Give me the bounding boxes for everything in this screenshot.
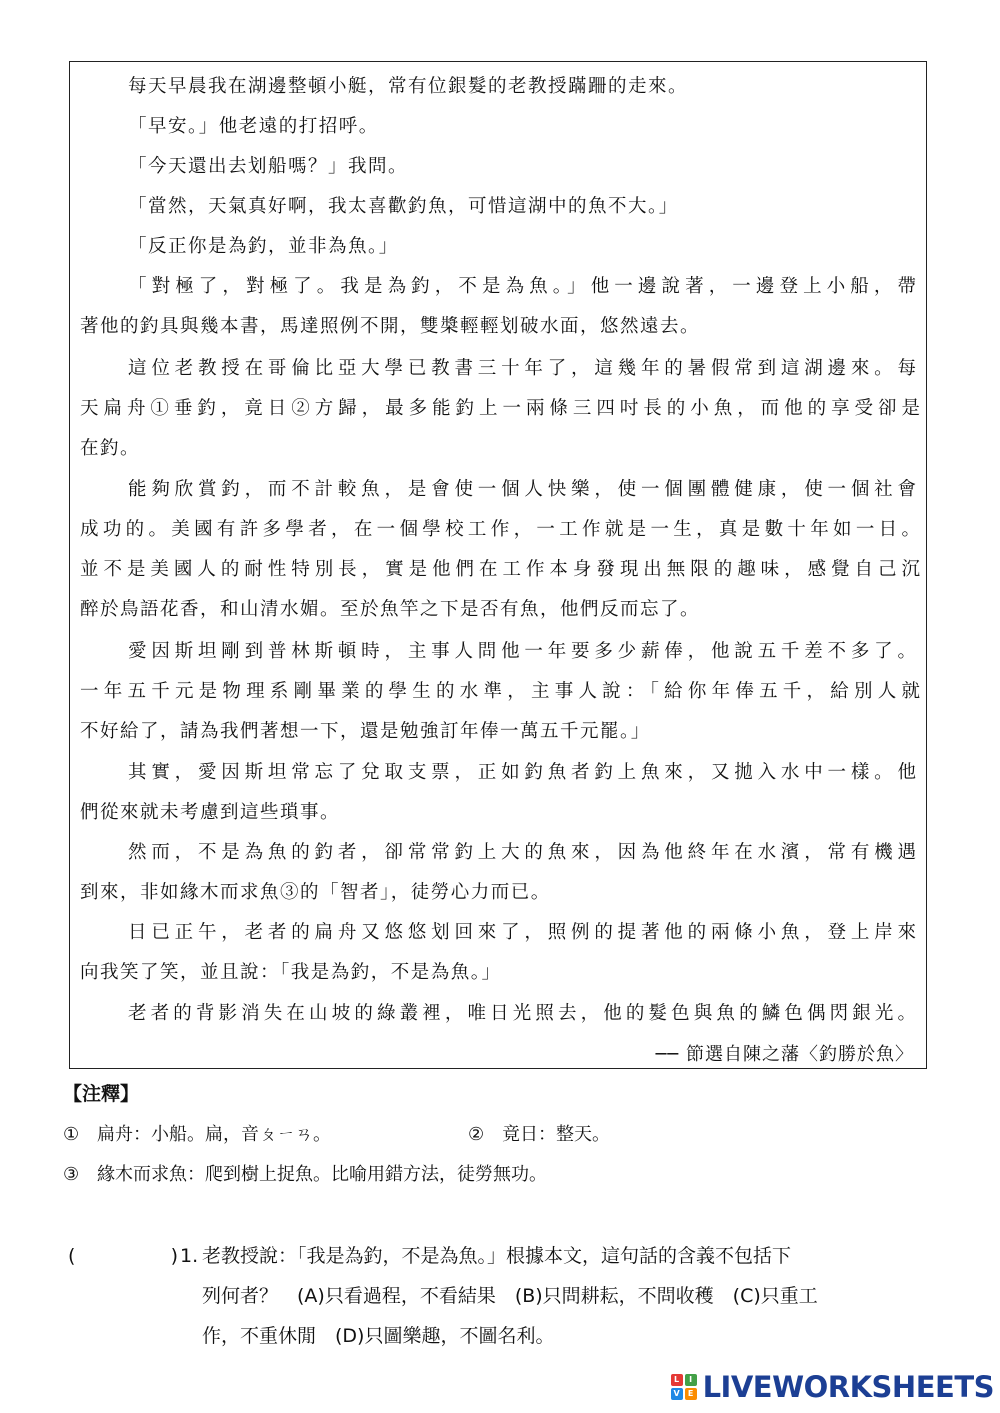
logo-letter: I	[685, 1374, 697, 1386]
passage-line: 成功的。美國有許多學者，在一個學校工作，一工作就是一生，真是數十年如一日。	[80, 519, 920, 540]
passage-line: 能夠欣賞釣，而不計較魚，是會使一個人快樂，使一個團體健康，使一個社會	[128, 479, 916, 500]
note-item-3	[63, 1157, 547, 1193]
passage-line: 到來，非如緣木而求魚③的「智者」，徒勞心力而已。	[80, 882, 551, 903]
logo-letter: E	[685, 1388, 697, 1400]
paren-open: (	[68, 1245, 76, 1267]
passage-line: 其實，愛因斯坦常忘了兌取支票，正如釣魚者釣上魚來，又拋入水中一樣。他	[128, 762, 916, 783]
passage-line: 每天早晨我在湖邊整頓小艇，常有位銀髮的老教授蹣跚的走來。	[128, 76, 689, 97]
paren-close: )	[170, 1245, 178, 1267]
passage-line: 著他的釣具與幾本書，馬達照例不開，雙槳輕輕划破水面，悠然遠去。	[80, 316, 701, 337]
question-line: 作，不重休閒 (D)只圖樂趣，不圖名利。	[202, 1325, 555, 1347]
note-item-2	[468, 1117, 610, 1153]
passage-attribution: ── 節選自陳之藩〈釣勝於魚〉	[655, 1044, 914, 1065]
passage-line: 老者的背影消失在山坡的綠叢裡，唯日光照去，他的髮色與魚的鱗色偶閃銀光。	[128, 1003, 916, 1024]
question-line: 老教授說：「我是為釣，不是為魚。」根據本文，這句話的含義不包括下	[202, 1245, 792, 1267]
note-number: ①	[63, 1124, 80, 1145]
passage-line: 「當然，天氣真好啊，我太喜歡釣魚，可惜這湖中的魚不大。」	[128, 196, 679, 217]
passage-line: 天扁舟①垂釣，竟日②方歸，最多能釣上一兩條三四吋長的小魚，而他的享受卻是	[80, 398, 920, 419]
passage-line: 一年五千元是物理系剛畢業的學生的水準，主事人說：「給你年俸五千，給別人就	[80, 681, 920, 702]
logo-letter: V	[671, 1388, 683, 1400]
note-item-1	[63, 1117, 331, 1153]
notes-title: 【注釋】	[63, 1083, 140, 1105]
note-number: ③	[63, 1164, 80, 1185]
answer-blank[interactable]	[68, 1236, 178, 1276]
passage-line: 這位老教授在哥倫比亞大學已教書三十年了，這幾年的暑假常到這湖邊來。每	[128, 358, 916, 379]
passage-line: 「對極了，對極了。我是為釣，不是為魚。」他一邊說著，一邊登上小船，帶	[128, 276, 916, 297]
passage-line: 愛因斯坦剛到普林斯頓時，主事人問他一年要多少薪俸，他說五千差不多了。	[128, 641, 916, 662]
passage-line: 們從來就未考慮到這些瑣事。	[80, 802, 341, 823]
passage-line: 「早安。」他老遠的打招呼。	[128, 116, 379, 137]
question-line: 列何者？ (A)只看過程，不看結果 (B)只問耕耘，不問收穫 (C)只重工	[202, 1285, 818, 1307]
liveworksheets-logo	[671, 1367, 994, 1407]
note-text: 緣木而求魚：爬到樹上捉魚。比喻用錯方法，徒勞無功。	[97, 1164, 547, 1185]
passage-line: 日已正午，老者的扁舟又悠悠划回來了，照例的提著他的兩條小魚，登上岸來	[128, 922, 916, 943]
question-number: 1.	[180, 1245, 199, 1267]
note-text: 扁舟：小船。扁，音ㄆㄧㄢ。	[97, 1124, 331, 1145]
passage-line: 醉於鳥語花香，和山清水媚。至於魚竿之下是否有魚，他們反而忘了。	[80, 599, 701, 620]
note-text: 竟日：整天。	[502, 1124, 610, 1145]
passage-line: 向我笑了笑，並且說：「我是為釣，不是為魚。」	[80, 962, 502, 983]
note-number: ②	[468, 1124, 485, 1145]
passage-line: 並不是美國人的耐性特別長，實是他們在工作本身發現出無限的趣味，感覺自己沉	[80, 559, 920, 580]
logo-text: LIVEWORKSHEETS	[702, 1370, 994, 1404]
logo-mark-icon	[671, 1374, 697, 1400]
passage-line: 在釣。	[80, 438, 141, 459]
passage-line: 「反正你是為釣，並非為魚。」	[128, 236, 399, 257]
logo-letter: L	[671, 1374, 683, 1386]
passage-line: 「今天還出去划船嗎？」我問。	[128, 156, 409, 177]
passage-line: 然而，不是為魚的釣者，卻常常釣上大的魚來，因為他終年在水濱，常有機遇	[128, 842, 916, 863]
passage-line: 不好給了，請為我們著想一下，還是勉強訂年俸一萬五千元罷。」	[80, 721, 651, 742]
